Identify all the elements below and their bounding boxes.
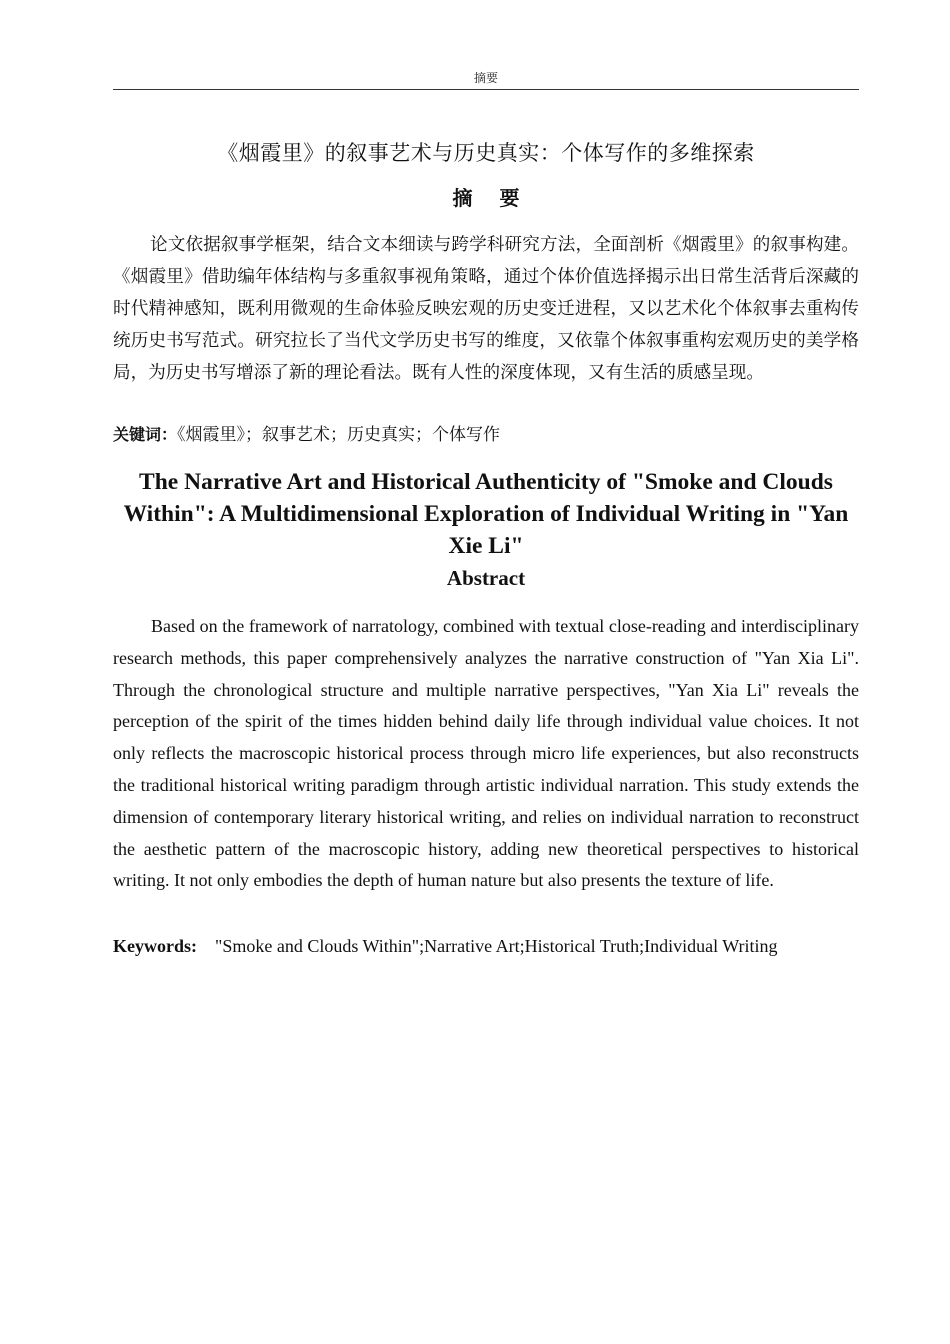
- english-title: The Narrative Art and Historical Authenticity of "Smoke and Clouds Within": A Multidimensional Exploration of Individual Writing in "Yan Xie Li": [123, 469, 849, 559]
- header-rule: [113, 89, 859, 90]
- english-abstract-body: Based on the framework of narratology, combined with textual close-reading and interdisciplinary research methods, this paper comprehensively analyzes the narrative construction of "Yan Xia Li". Through the chronological structure and multiple narrative perspectives, "Yan Xia Li" reveals the perception of the spirit of the times hidden behind daily life through individual value choices. It not only reflects the macroscopic historical process through micro life experiences, but also reconstructs the traditional historical writing paradigm through artistic individual narration. This study extends the dimension of contemporary literary historical writing, and relies on individual narration to reconstruct the aesthetic pattern of the macroscopic history, adding new theoretical perspectives to historical writing. It not only embodies the depth of human nature but also presents the texture of life.: [113, 616, 859, 891]
- english-keywords-text: "Smoke and Clouds Within";Narrative Art;Historical Truth;Individual Writing: [215, 936, 778, 956]
- chinese-abstract-body: 论文依据叙事学框架，结合文本细读与跨学科研究方法，全面剖析《烟霞里》的叙事构建。《烟霞里》借助编年体结构与多重叙事视角策略，通过个体价值选择揭示出日常生活背后深藏的时代精神感知，既利用微观的生命体验反映宏观的历史变迁进程，又以艺术化个体叙事去重构传统历史书写范式。研究拉长了当代文学历史书写的维度，又依靠个体叙事重构宏观历史的美学格局，为历史书写增添了新的理论看法。既有人性的深度体现，又有生活的质感呈现。: [113, 235, 859, 383]
- chinese-abstract-heading: 摘 要: [452, 186, 530, 210]
- english-keywords: [113, 930, 859, 962]
- chinese-keywords-label: 关键词：: [113, 425, 178, 444]
- chinese-keywords-text: 《烟霞里》；叙事艺术；历史真实；个体写作: [177, 425, 501, 445]
- chinese-title: 《烟霞里》的叙事艺术与历史真实：个体写作的多维探索: [217, 141, 755, 165]
- english-abstract-heading: Abstract: [446, 566, 526, 590]
- english-keywords-label: Keywords:: [113, 936, 197, 956]
- chinese-keywords: [113, 419, 859, 451]
- running-header: 摘要: [473, 71, 498, 85]
